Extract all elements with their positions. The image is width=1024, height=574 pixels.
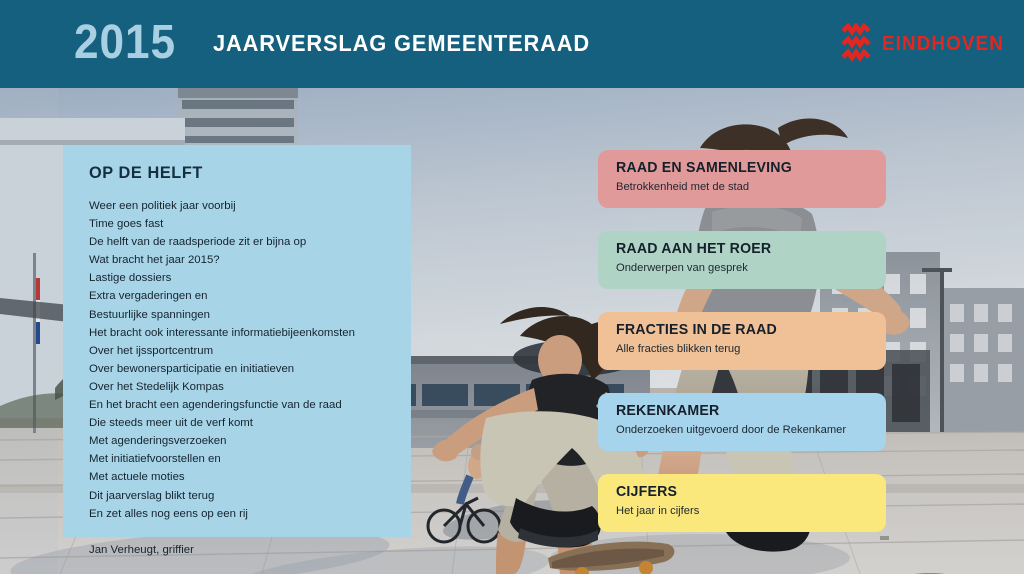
menu-card-title: RAAD EN SAMENLEVING: [616, 160, 792, 176]
menu-card-subtitle: Het jaar in cijfers: [616, 505, 700, 517]
panel-line: Time goes fast: [89, 218, 164, 231]
panel-line: Het bracht ook interessante informatiebijeenkomsten: [89, 326, 355, 339]
panel-line: Bestuurlijke spanningen: [89, 308, 210, 321]
panel-line: Met actuele moties: [89, 471, 185, 484]
panel-line: Wat bracht het jaar 2015?: [89, 254, 220, 267]
panel-line: En het bracht een agenderingsfunctie van de raad: [89, 399, 342, 412]
menu-card-raad-en-samenleving[interactable]: [598, 150, 886, 208]
menu-card-rekenkamer[interactable]: [598, 393, 886, 451]
panel-line: Die steeds meer uit de verf komt: [89, 417, 253, 430]
panel-line: Over bewonersparticipatie en initiatieven: [89, 362, 295, 375]
panel-spacer: [89, 523, 389, 541]
panel-line: Over het ijssportcentrum: [89, 344, 214, 357]
panel-line: Weer een politiek jaar voorbij: [89, 200, 236, 212]
menu-card-fracties-in-de-raad[interactable]: [598, 312, 886, 370]
menu-card-subtitle: Onderwerpen van gesprek: [616, 262, 748, 274]
panel-line: Over het Stedelijk Kompas: [89, 380, 224, 393]
eindhoven-waves-logo-icon: [841, 23, 871, 65]
panel-line: Met initiatiefvoorstellen en: [89, 453, 221, 466]
menu-card-subtitle: Betrokkenheid met de stad: [616, 181, 750, 193]
menu-card-raad-aan-het-roer[interactable]: [598, 231, 886, 289]
menu-card-title: FRACTIES IN DE RAAD: [616, 322, 777, 338]
panel-line-list: [89, 197, 389, 523]
panel-line: Dit jaarverslag blikt terug: [89, 489, 215, 502]
header-bar: [0, 0, 1024, 88]
panel-title: OP DE HELFT: [89, 163, 203, 182]
menu-card-subtitle: Onderzoeken uitgevoerd door de Rekenkamer: [616, 424, 847, 436]
menu-card-title: REKENKAMER: [616, 403, 720, 419]
menu-card-subtitle: Alle fracties blikken terug: [616, 343, 741, 355]
panel-signature: Jan Verheugt, griffier: [89, 543, 194, 556]
panel-line: En zet alles nog eens op een rij: [89, 507, 248, 520]
panel-line: Extra vergaderingen en: [89, 290, 208, 303]
menu-card-title: CIJFERS: [616, 484, 678, 500]
menu-card-list: [598, 150, 886, 555]
eindhoven-logo: [841, 22, 1012, 66]
header-year: 2015: [74, 16, 176, 69]
menu-card-title: RAAD AAN HET ROER: [616, 241, 772, 257]
menu-card-cijfers[interactable]: [598, 474, 886, 532]
op-de-helft-panel: [63, 145, 411, 556]
panel-line: Met agenderingsverzoeken: [89, 435, 227, 448]
logo-text: EINDHOVEN: [882, 32, 1005, 55]
panel-line: De helft van de raadsperiode zit er bijna op: [89, 236, 307, 249]
page-title: JAARVERSLAG GEMEENTERAAD: [213, 30, 591, 56]
panel-line: Lastige dossiers: [89, 272, 172, 285]
